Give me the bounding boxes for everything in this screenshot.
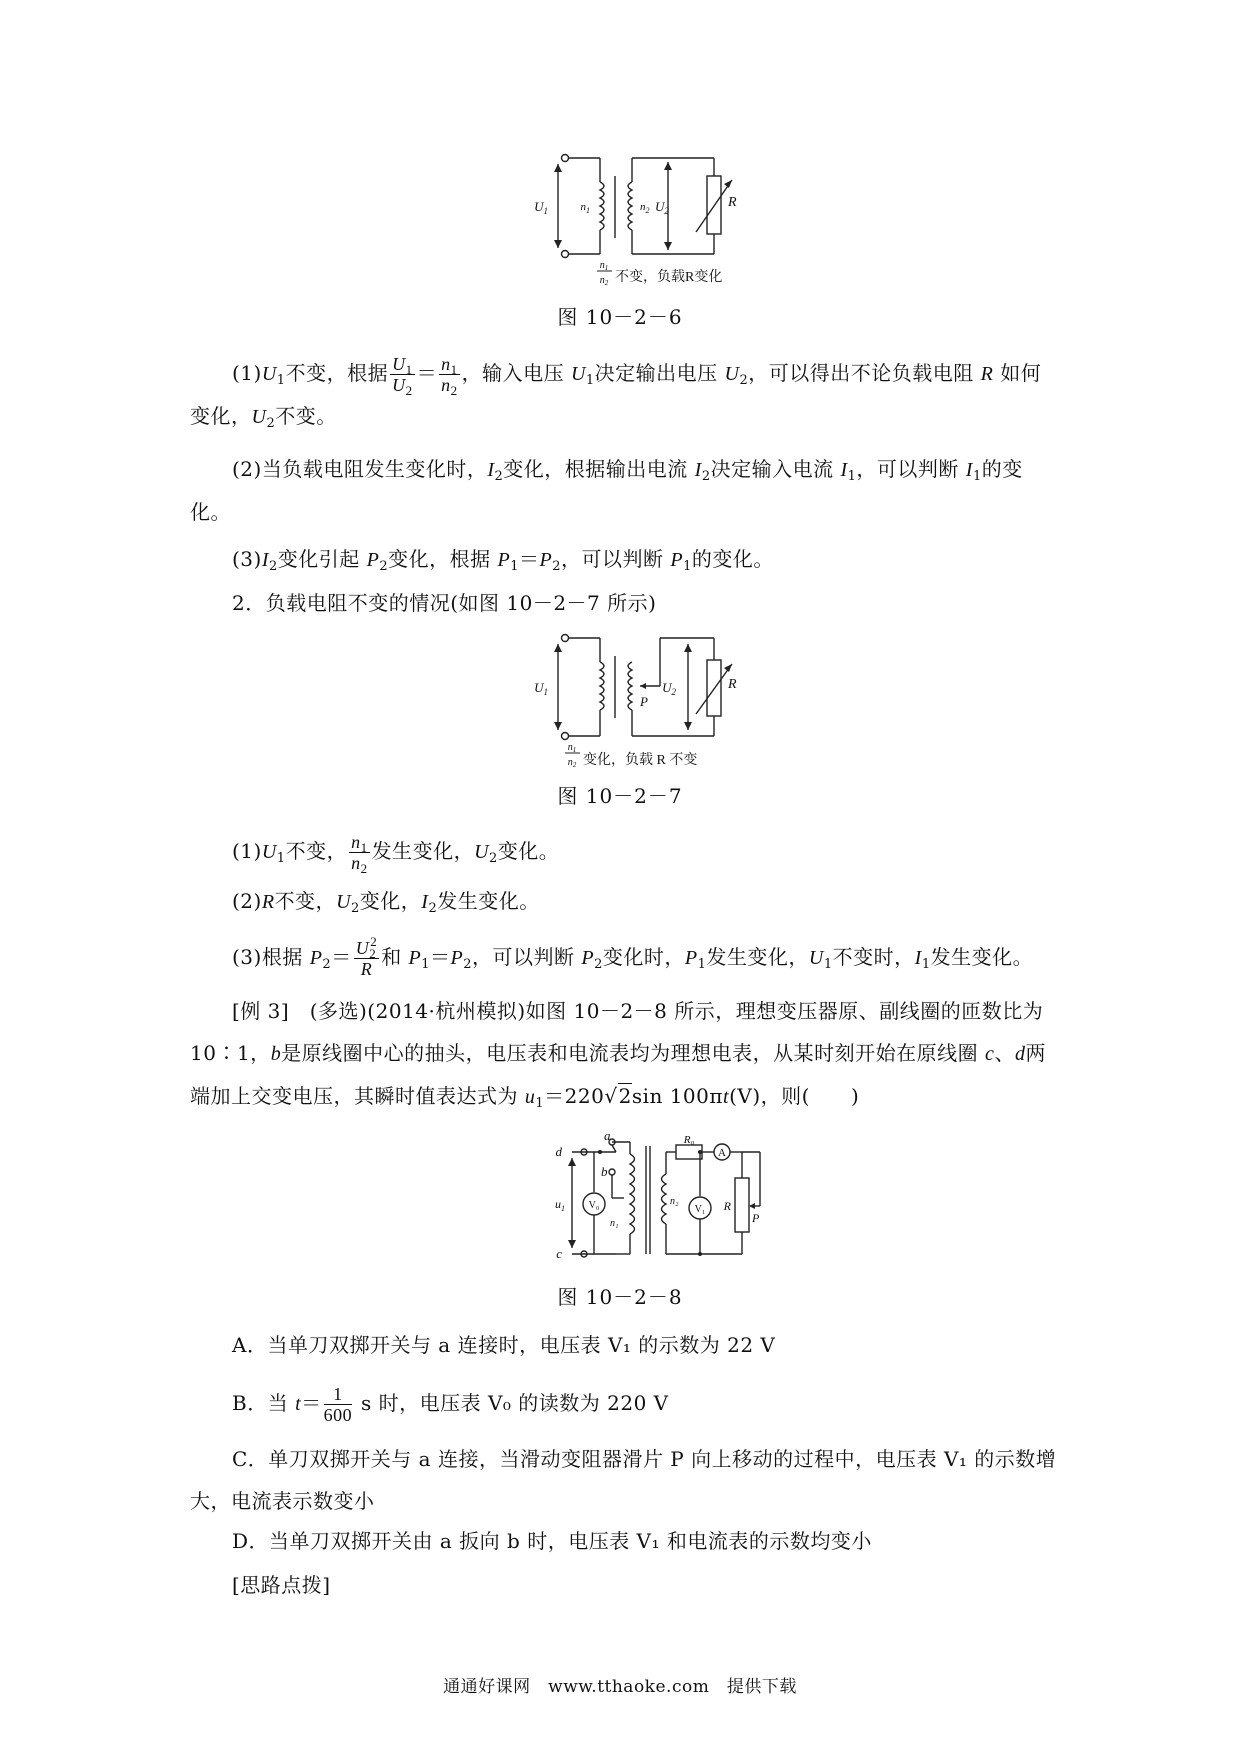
figure-note-1: 不变，负载R变化 — [615, 270, 723, 285]
heading-2: 2．负载电阻不变的情况(如图 10－2－7 所示) — [232, 591, 657, 615]
label-c: c — [556, 1246, 562, 1261]
label-p: P — [640, 694, 648, 709]
label-u1-3: $u_1$ — [555, 1197, 565, 1213]
label-u2: $U_2$ — [655, 199, 669, 216]
caption-10-2-7: 图 10－2－7 — [557, 784, 683, 808]
option-c: C．单刀双掷开关与 a 连接，当滑动变阻器滑片 P 向上移动的过程中，电压表 V₁ 的示数增大，电流表示数变小 — [190, 1447, 1057, 1513]
fraction-n1-n2: $\frac{n_1}{n_2}$ — [441, 354, 458, 398]
paragraph-4: $(1)U_1$不变， $\frac{n_1}{n_2}$ 发生变化，$U_2$变化。 — [232, 832, 560, 876]
label-r0: R₀ — [683, 1134, 695, 1146]
paragraph-3: $(3)I_2$变化引起 $P_2$变化，根据 $P_1=P_2$，可以判断 $P_1$的变化。 — [232, 547, 774, 574]
option-d: D．当单刀双掷开关由 a 扳向 b 时，电压表 V₁ 和电流表的示数均变小 — [232, 1529, 872, 1553]
label-r: R — [728, 195, 737, 210]
figure-10-2-7 — [0, 630, 1240, 775]
svg-text:n2: $n_2$ — [599, 275, 609, 287]
transformer-diagram-2 — [0, 630, 1240, 775]
example-3-stem: [例 3] (多选)(2014·杭州模拟)如图 10－2－8 所示，理想变压器原、副线圈的匝数比为 10∶1，b是原线圈中心的抽头，电压表和电流表均为理想电表，从某时刻开始在原线圈 c、d两端加上交变电压，其瞬时值表达式为 $u_1=220√2\sin$ 100πt(V)，则( ) — [190, 999, 1046, 1111]
label-n2: $n_2$ — [640, 201, 650, 215]
fraction-u1-u2: $\frac{U_1}{U_2}$ — [392, 354, 413, 398]
option-a: A．当单刀双掷开关与 a 连接时，电压表 V₁ 的示数为 22 V — [232, 1333, 776, 1357]
ammeter-a: A — [718, 1147, 726, 1159]
figure-10-2-6 — [0, 140, 1240, 290]
label-r-2: R — [728, 677, 737, 692]
voltmeter-v1: V₁ — [694, 1204, 706, 1215]
label-n2-3: n₂ — [670, 1196, 679, 1207]
figure-10-2-8 — [0, 1130, 1240, 1270]
caption-10-2-8: 图 10－2－8 — [557, 1285, 683, 1309]
hint-label: [思路点拨] — [232, 1573, 331, 1597]
label-u1-2: $U_1$ — [534, 680, 548, 697]
paragraph-6: (3)根据 $P_2=$ $\frac{U_2^2}{R}$ 和 $P_1=P_2$，可以判断 $P_2$变化时，$P_1$发生变化，$U_1$不变时，$I_1$发生变化。 — [232, 934, 1034, 979]
label-p-3: P — [752, 1211, 760, 1225]
example-tag: [例 3] — [232, 999, 290, 1023]
option-b: B．当 t＝ $\frac{1}{600}$ s 时，电压表 V₀ 的读数为 220 V — [232, 1384, 669, 1425]
label-n1: $n_1$ — [580, 201, 590, 215]
label-a: a — [604, 1130, 611, 1143]
label-u2-2: $U_2$ — [662, 680, 676, 697]
svg-text:n1: $n_1$ — [599, 260, 609, 272]
svg-text:n2: $n_2$ — [567, 757, 577, 769]
paragraph-1: $(1)U_1$不变，根据 $\frac{U_1}{U_2}$ ＝ $\frac{n_1}{n_2}$ ，输入电压 $U_1$决定输出电压 $U_2$，可以得出不论负载电阻 R 如何变化，$U_2$不变。 — [190, 354, 1042, 431]
svg-text:n1: $n_1$ — [567, 742, 577, 754]
paragraph-5: (2)R不变，$U_2$变化，$I_2$发生变化。 — [232, 889, 540, 916]
figure-note-2: 变化，负载 R 不变 — [583, 753, 698, 768]
page-footer: 通通好课网 www.tthaoke.com 提供下载 — [443, 1677, 797, 1697]
transformer-diagram-1 — [0, 140, 1240, 290]
label-n1-3: n₁ — [610, 1218, 619, 1229]
example-source: (多选)(2014·杭州模拟) — [309, 999, 526, 1023]
label-d: d — [555, 1144, 562, 1159]
paragraph-2: (2)当负载电阻发生变化时，$I_2$变化，根据输出电流 $I_2$决定输入电流 $I_1$，可以判断 $I_1$的变化。 — [190, 457, 1023, 524]
caption-10-2-6: 图 10－2－6 — [557, 305, 683, 329]
voltmeter-v0: V₀ — [588, 1200, 600, 1211]
label-r-3: R — [723, 1199, 731, 1213]
transformer-circuit-diagram — [0, 1130, 1240, 1270]
label-b: b — [601, 1164, 608, 1179]
label-u1: $U_1$ — [534, 199, 548, 216]
